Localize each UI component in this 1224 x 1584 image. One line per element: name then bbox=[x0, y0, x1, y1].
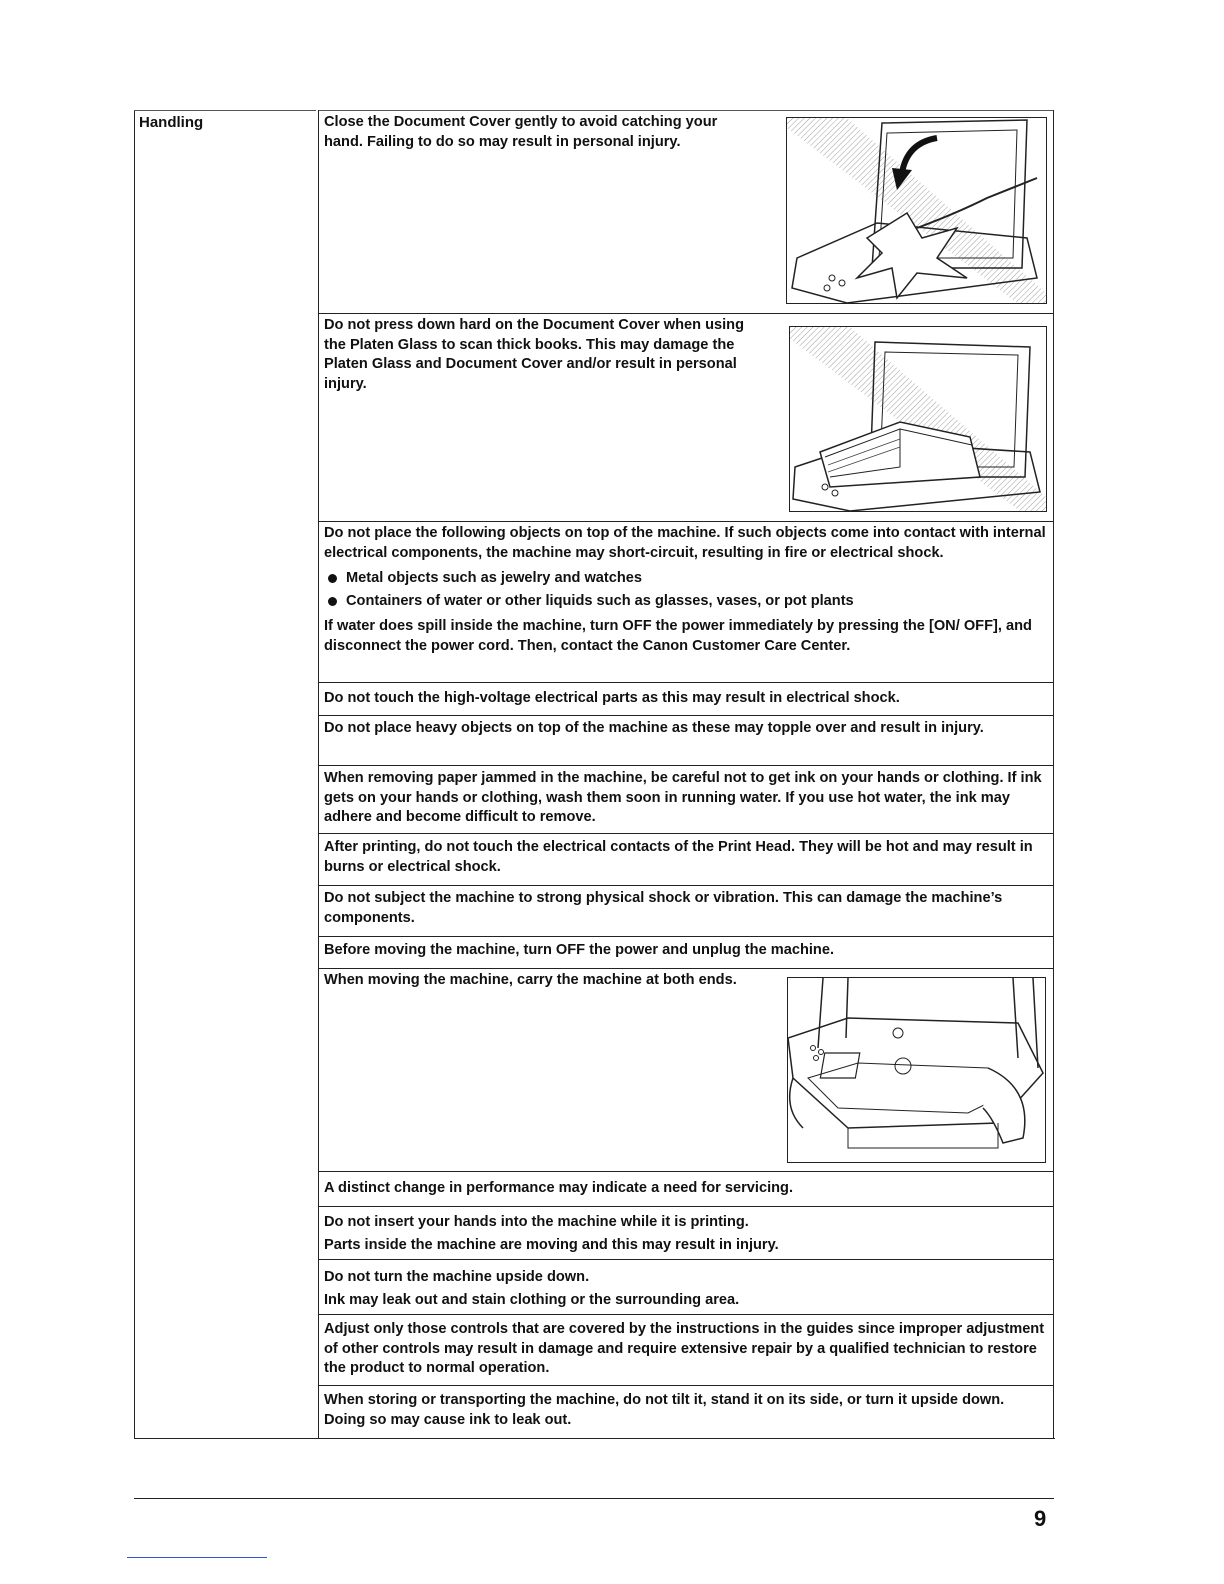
caution-item bbox=[319, 521, 1053, 682]
thick-book-scan-illustration bbox=[789, 326, 1047, 512]
caution-item bbox=[319, 936, 1053, 968]
caution-text: Adjust only those controls that are covered by the instructions in the guides since improper adjustment of other controls may result in damage and require extensive repair by a qualified technician to restore the product to normal operation. bbox=[324, 1321, 1045, 1376]
bullet-list bbox=[324, 567, 1047, 613]
caution-item bbox=[319, 1385, 1053, 1438]
table-top-rule bbox=[134, 110, 316, 111]
caution-text: Do not press down hard on the Document Cover when using the Platen Glass to scan thick books. This may damage the Platen Glass and Document Cover and/or result in personal injury. bbox=[324, 317, 744, 392]
caution-text: Do not place the following objects on top of the machine. If such objects come into contact with internal electrical components, the machine may short-circuit, resulting in fire or electrical shock. bbox=[324, 525, 1046, 561]
caution-item bbox=[319, 682, 1053, 715]
list-item: Metal objects such as jewelry and watches bbox=[324, 567, 1047, 590]
bullet-icon bbox=[328, 597, 337, 606]
page-number: 9 bbox=[1034, 1506, 1047, 1531]
caution-item bbox=[319, 885, 1053, 936]
caution-item bbox=[319, 1259, 1053, 1314]
caution-text: Do not subject the machine to strong physical shock or vibration. This can damage the machine’s components. bbox=[324, 890, 1003, 926]
caution-item bbox=[319, 833, 1053, 885]
caution-text: After printing, do not touch the electrical contacts of the Print Head. They will be hot and may result in burns or electrical shock. bbox=[324, 839, 1033, 875]
bullet-icon bbox=[328, 574, 337, 583]
caution-text: When removing paper jammed in the machine, be careful not to get ink on your hands or clothing. If ink gets on your hands or clothing, wash them soon in running water. If you use hot water, the ink may adhere and become difficult to remove. bbox=[324, 770, 1042, 825]
category-label: Handling bbox=[139, 114, 204, 131]
caution-note: Parts inside the machine are moving and this may result in injury. bbox=[324, 1237, 779, 1253]
caution-note: Ink may leak out and stain clothing or the surrounding area. bbox=[324, 1292, 740, 1308]
caution-item bbox=[319, 1171, 1053, 1206]
table-right-edge bbox=[1053, 110, 1054, 1438]
caution-item bbox=[319, 1206, 1053, 1259]
bottom-link-rule bbox=[127, 1557, 267, 1558]
caution-text: A distinct change in performance may indicate a need for servicing. bbox=[324, 1180, 794, 1196]
caution-item bbox=[319, 765, 1053, 833]
caution-text: Do not insert your hands into the machine while it is printing. bbox=[324, 1214, 749, 1230]
caution-text: When moving the machine, carry the machine at both ends. bbox=[324, 972, 737, 988]
document-cover-close-illustration bbox=[786, 117, 1047, 304]
caution-item bbox=[319, 1314, 1053, 1385]
caution-text: Do not touch the high-voltage electrical parts as this may result in electrical shock. bbox=[324, 690, 900, 706]
caution-text: Before moving the machine, turn OFF the power and unplug the machine. bbox=[324, 942, 835, 958]
footer-rule bbox=[134, 1498, 1054, 1499]
caution-item bbox=[319, 715, 1053, 765]
carry-machine-illustration bbox=[787, 977, 1046, 1163]
list-item: Containers of water or other liquids such as glasses, vases, or pot plants bbox=[324, 590, 1047, 613]
caution-text: When storing or transporting the machine, do not tilt it, stand it on its side, or turn it upside down. Doing so may cause ink to leak out. bbox=[324, 1392, 1005, 1428]
caution-text: Do not turn the machine upside down. bbox=[324, 1269, 590, 1285]
caution-text: Close the Document Cover gently to avoid catching your hand. Failing to do so may result in personal injury. bbox=[324, 114, 718, 150]
caution-text: Do not place heavy objects on top of the machine as these may topple over and result in injury. bbox=[324, 720, 984, 736]
caution-note: If water does spill inside the machine, turn OFF the power immediately by pressing the [ON/ OFF], and disconnect the power cord. Then, contact the Canon Customer Care Center. bbox=[324, 618, 1032, 654]
